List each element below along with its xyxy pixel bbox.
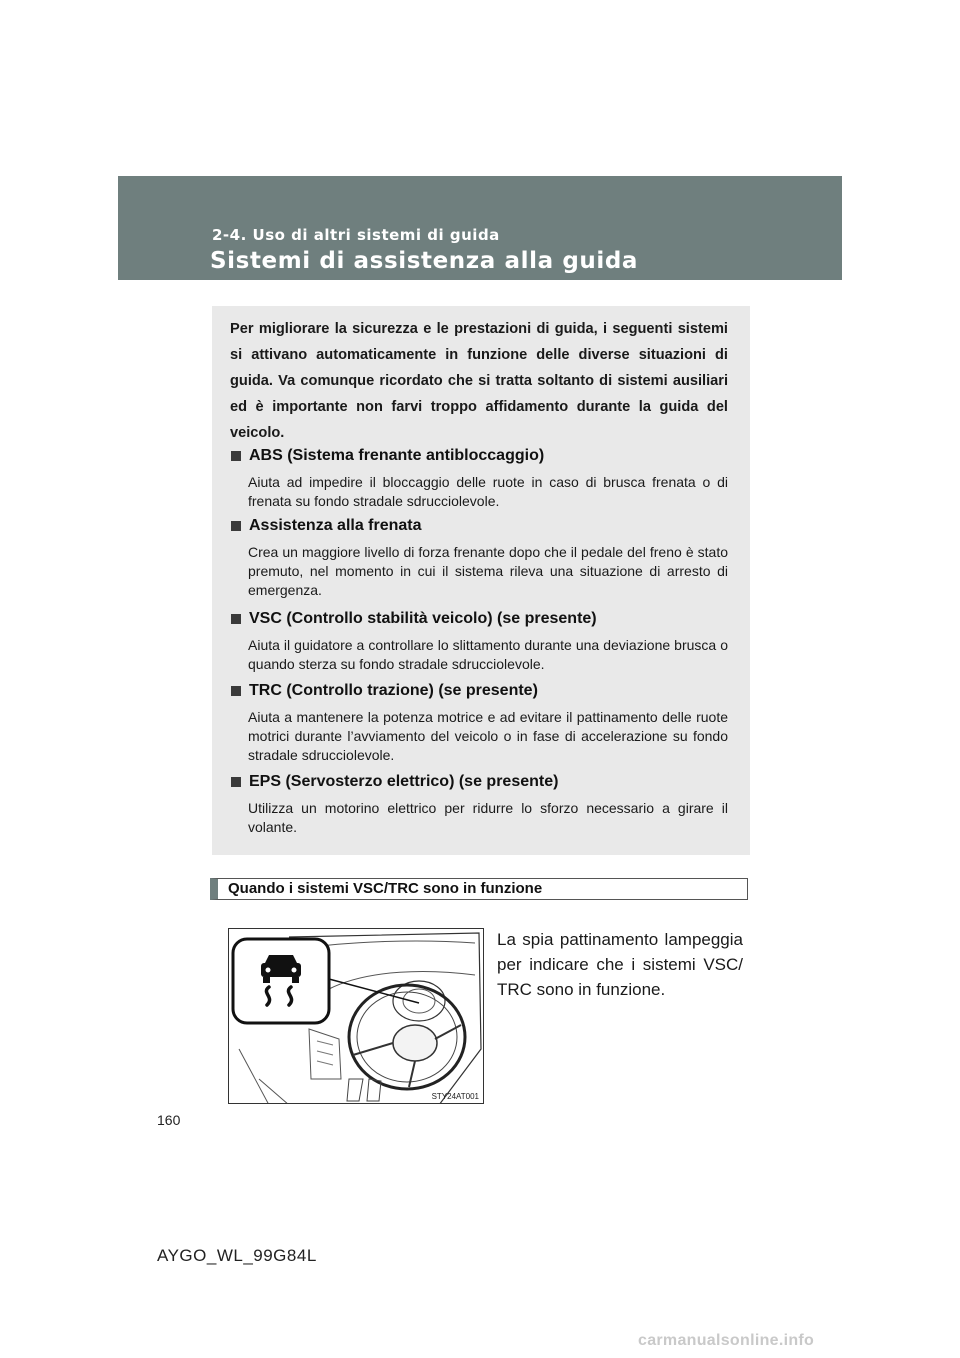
square-bullet-icon — [231, 614, 241, 624]
feature-title: ABS (Sistema frenante antibloccaggio) — [249, 447, 545, 464]
feature-vsc — [230, 609, 728, 674]
square-bullet-icon — [231, 777, 241, 787]
page-number: 160 — [157, 1112, 181, 1128]
square-bullet-icon — [231, 686, 241, 696]
page-title: Sistemi di assistenza alla guida — [210, 248, 639, 274]
feature-title: TRC (Controllo trazione) (se presente) — [249, 682, 538, 699]
feature-title: Assistenza alla frenata — [249, 517, 422, 534]
feature-brake-assist — [230, 516, 728, 600]
feature-description: Aiuta il guidatore a controllare lo slittamento durante una deviazione brusca o quando sterza su fondo stradale sdrucciolevole. — [248, 637, 728, 672]
square-bullet-icon — [231, 521, 241, 531]
feature-description: Aiuta a mantenere la potenza motrice e ad evitare il pattinamento delle ruote motrici durante l’avviamento del veicolo o in fase di accelerazione su fondo stradale sdrucciolevole. — [248, 709, 728, 763]
document-code: AYGO_WL_99G84L — [157, 1246, 317, 1265]
illustration-code: STY24AT001 — [431, 1092, 479, 1101]
dashboard-illustration — [228, 928, 484, 1104]
feature-title: VSC (Controllo stabilità veicolo) (se presente) — [249, 610, 597, 627]
subsection-heading: Quando i sistemi VSC/TRC sono in funzione — [210, 878, 748, 900]
feature-abs — [230, 446, 728, 511]
feature-trc — [230, 681, 728, 765]
intro-paragraph: Per migliorare la sicurezza e le prestazioni di guida, i seguenti sistemi si attivano automaticamente in funzione delle diverse situazioni di guida. Va comunque ricordato che si tratta soltanto di sistemi ausiliari ed è importante non farvi troppo affidamento durante la guida del veicolo. — [230, 321, 728, 441]
square-bullet-icon — [231, 451, 241, 461]
feature-eps — [230, 772, 728, 837]
feature-title: EPS (Servosterzo elettrico) (se presente) — [249, 773, 559, 790]
feature-description: Utilizza un motorino elettrico per ridurre lo sforzo necessario a girare il volante. — [248, 800, 728, 835]
section-label: 2-4. Uso di altri sistemi di guida — [212, 226, 500, 244]
dashboard-drawing — [229, 929, 484, 1104]
subsection-body: La spia pattinamento lampeggia per indicare che i sistemi VSC/ TRC sono in funzione. — [497, 930, 743, 999]
feature-description: Aiuta ad impedire il bloccaggio delle ruote in caso di brusca frenata o di frenata su fondo stradale sdrucciolevole. — [248, 474, 728, 509]
watermark: carmanualsonline.info — [638, 1332, 815, 1349]
feature-description: Crea un maggiore livello di forza frenante dopo che il pedale del freno è stato premuto, nel momento in cui il sistema rileva una situazione di arresto di emergenza. — [248, 544, 728, 598]
